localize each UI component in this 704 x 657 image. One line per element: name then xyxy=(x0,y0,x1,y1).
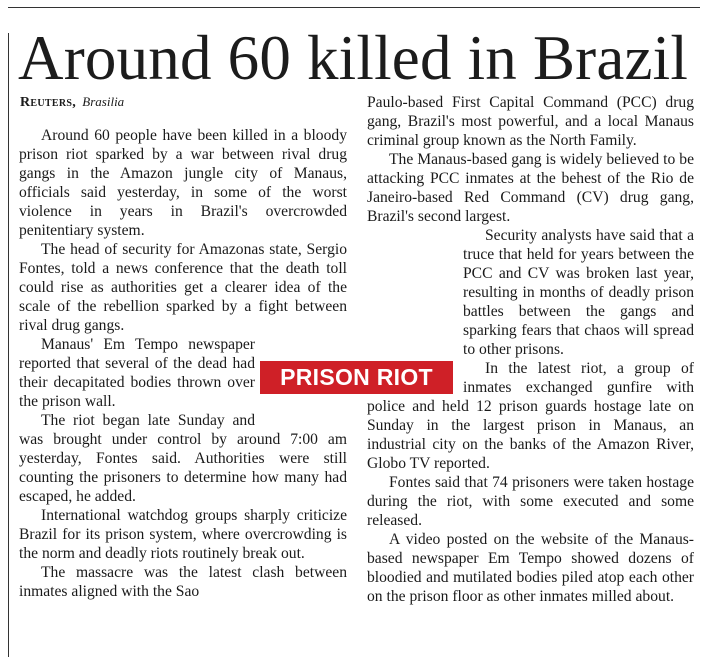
paragraph: Security analysts have said that a truce that held for years between the PCC and CV was broken last year, resulting in months of deadly prison battles between the gangs and sparking fears that chaos will spread to other prisons. xyxy=(463,227,694,358)
paragraph: A video posted on the website of the Manaus-based newspaper Em Tempo showed dozens of bloodied and mutilated bodies piled atop each other on the prison floor as other inmates milled about. xyxy=(367,531,694,605)
paragraph: The head of security for Amazonas state, Sergio Fontes, told a news conference that the death toll could rise as authorities get a clearer idea of the scale of the rebellion sparked by a fight between rival drug gangs. xyxy=(19,241,347,334)
left-column-rule xyxy=(8,33,9,657)
paragraph: International watchdog groups sharply criticize Brazil for its prison system, where overcrowding is the norm and deadly riots routinely break out. xyxy=(19,507,347,562)
byline xyxy=(20,94,124,111)
section-label: PRISON RIOT xyxy=(260,361,453,394)
headline: Around 60 killed in Brazil xyxy=(18,23,689,93)
top-rule xyxy=(8,7,700,8)
byline-agency: Reuters, xyxy=(20,95,77,110)
paragraph: In the latest riot, a group of inmates exchanged gunfire with police and held 12 prison guards hostage late on Sunday in the largest prison in Manaus, an industrial city on the banks of the Amazon River, Globo TV reported. xyxy=(367,360,694,472)
paragraph: The Manaus-based gang is widely believed to be attacking PCC inmates at the behest of the Rio de Janeiro-based Red Command (CV) drug gang, Brazil's second largest. xyxy=(367,151,694,225)
paragraph: Fontes said that 74 prisoners were taken hostage during the riot, with some executed and some released. xyxy=(367,474,694,529)
paragraph: The riot began late Sunday and was brought under control by around 7:00 am yesterday, Fontes said. Authorities were still counting the prisoners to determine how many had escaped, he added. xyxy=(19,412,347,505)
byline-dateline: Brasilia xyxy=(82,94,125,109)
paragraph: Paulo-based First Capital Command (PCC) drug gang, Brazil's most powerful, and a local Manaus criminal group known as the North Family. xyxy=(367,94,694,149)
paragraph: Around 60 people have been killed in a bloody prison riot sparked by a war between rival drug gangs in the Amazon jungle city of Manaus, officials said yesterday, in some of the worst violence in years in Brazil's overcrowded penitentiary system. xyxy=(19,127,347,239)
paragraph: The massacre was the latest clash between inmates aligned with the Sao xyxy=(19,564,347,600)
paragraph: Manaus' Em Tempo newspaper reported that several of the dead had their decapitated bodies thrown over the prison wall. xyxy=(19,336,255,410)
